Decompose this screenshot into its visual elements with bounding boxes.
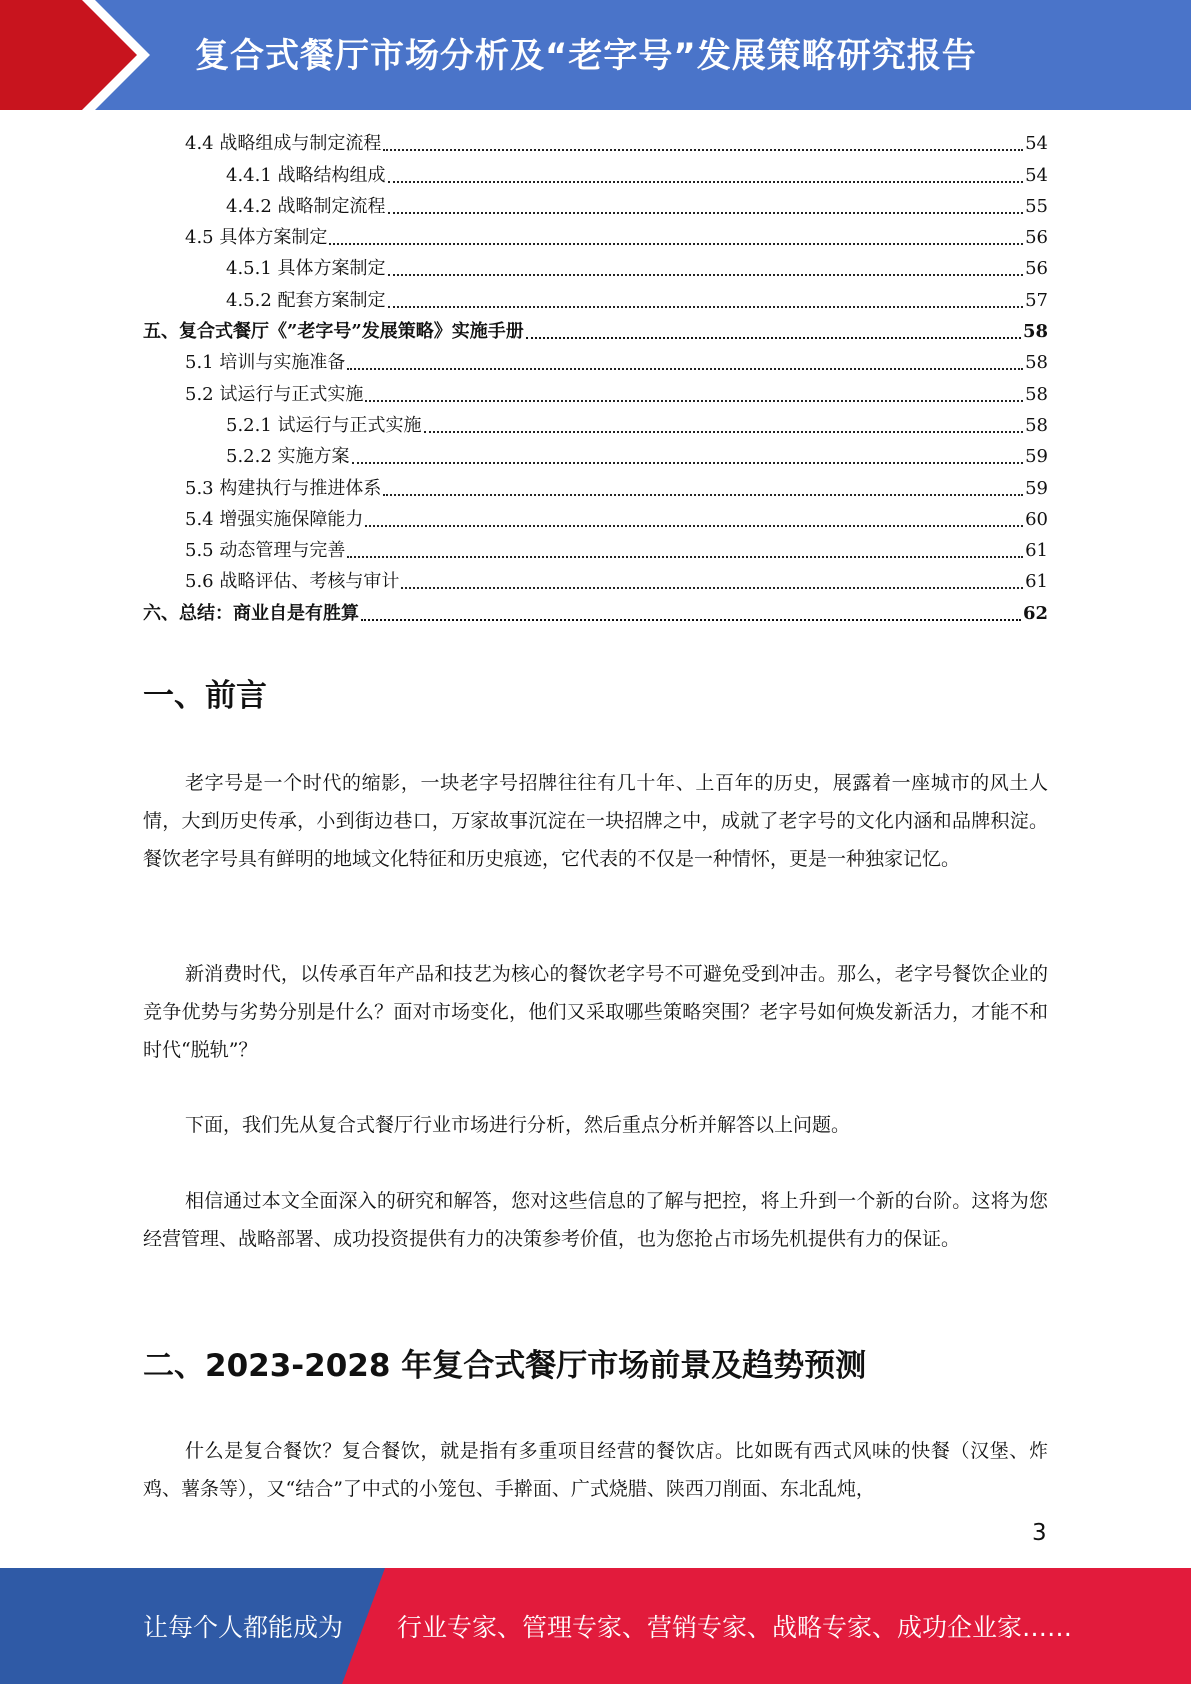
- toc-entry[interactable]: [143, 441, 1048, 472]
- toc-entry-page: 59: [1025, 477, 1048, 499]
- toc-entry-page: 60: [1025, 508, 1048, 530]
- body-paragraph: 新消费时代，以传承百年产品和技艺为核心的餐饮老字号不可避免受到冲击。那么，老字号餐饮企业的竞争优势与劣势分别是什么？面对市场变化，他们又采取哪些策略突围？老字号如何焕发新活力，才能不和时代“脱轨”？: [143, 963, 1048, 1061]
- toc-leader-dots: [361, 619, 1021, 621]
- toc-entry[interactable]: [143, 378, 1048, 409]
- toc-entry-label: 4.5.1 具体方案制定: [226, 258, 386, 280]
- toc-entry-label: 5.2.1 试运行与正式实施: [226, 414, 422, 436]
- toc-entry-label: 5.2.2 实施方案: [226, 446, 350, 468]
- toc-leader-dots: [329, 243, 1023, 245]
- toc-leader-dots: [365, 525, 1023, 527]
- toc-entry-label: 4.5 具体方案制定: [185, 227, 328, 249]
- toc-leader-dots: [347, 368, 1023, 370]
- toc-leader-dots: [388, 274, 1024, 276]
- report-title: 复合式餐厅市场分析及“老字号”发展策略研究报告: [195, 36, 977, 76]
- toc-entry-label: 4.5.2 配套方案制定: [226, 289, 386, 311]
- toc-entry-label: 5.3 构建执行与推进体系: [185, 477, 382, 499]
- toc-leader-dots: [388, 212, 1024, 214]
- toc-entry[interactable]: [143, 253, 1048, 284]
- toc-entry[interactable]: [143, 284, 1048, 315]
- toc-entry-page: 58: [1025, 414, 1048, 436]
- toc-leader-dots: [526, 337, 1021, 339]
- toc-entry-label: 4.4.1 战略结构组成: [226, 164, 386, 186]
- toc-leader-dots: [383, 149, 1023, 151]
- toc-entry-label: 5.4 增强实施保障能力: [185, 508, 364, 530]
- footer-slogan-right: 行业专家、管理专家、营销专家、战略专家、成功企业家……: [397, 1613, 1073, 1642]
- toc-leader-dots: [365, 400, 1023, 402]
- toc-entry-page: 54: [1025, 164, 1048, 186]
- body-paragraph: 什么是复合餐饮？复合餐饮，就是指有多重项目经营的餐饮店。比如既有西式风味的快餐（汉堡、炸鸡、薯条等），又“结合”了中式的小笼包、手擀面、广式烧腊、陕西刀削面、东北乱炖，: [143, 1440, 1048, 1500]
- toc-entry-label: 4.4.2 战略制定流程: [226, 195, 386, 217]
- toc-entry-page: 62: [1022, 602, 1048, 624]
- toc-entry[interactable]: [143, 191, 1048, 222]
- section-heading-preface: 一、前言: [143, 678, 267, 714]
- toc-leader-dots: [388, 306, 1024, 308]
- toc-entry[interactable]: [143, 159, 1048, 190]
- toc-leader-dots: [424, 431, 1024, 433]
- toc-entry-page: 61: [1025, 540, 1048, 562]
- toc-entry-label: 5.6 战略评估、考核与审计: [185, 571, 400, 593]
- toc-entry[interactable]: [143, 410, 1048, 441]
- toc-entry[interactable]: [143, 535, 1048, 566]
- toc-entry-label: 4.4 战略组成与制定流程: [185, 133, 382, 155]
- toc-leader-dots: [401, 587, 1023, 589]
- page-header: [0, 0, 1191, 110]
- toc-entry[interactable]: [143, 128, 1048, 159]
- table-of-contents: [143, 128, 1048, 629]
- toc-leader-dots: [388, 181, 1024, 183]
- body-paragraph: 老字号是一个时代的缩影，一块老字号招牌往往有几十年、上百年的历史，展露着一座城市的风土人情，大到历史传承，小到街边巷口，万家故事沉淀在一块招牌之中，成就了老字号的文化内涵和品牌积淀。餐饮老字号具有鲜明的地域文化特征和历史痕迹，它代表的不仅是一种情怀，更是一种独家记忆。: [143, 772, 1048, 870]
- toc-entry-page: 56: [1025, 258, 1048, 280]
- body-paragraph: 相信通过本文全面深入的研究和解答，您对这些信息的了解与把控，将上升到一个新的台阶。这将为您经营管理、战略部署、成功投资提供有力的决策参考价值，也为您抢占市场先机提供有力的保证。: [143, 1190, 1048, 1250]
- toc-entry[interactable]: [143, 566, 1048, 597]
- body-paragraph: 下面，我们先从复合式餐厅行业市场进行分析，然后重点分析并解答以上问题。: [185, 1114, 851, 1136]
- toc-entry-page: 55: [1025, 195, 1048, 217]
- toc-entry[interactable]: [143, 316, 1048, 347]
- toc-entry-label: 5.1 培训与实施准备: [185, 352, 346, 374]
- toc-entry-page: 58: [1025, 383, 1048, 405]
- toc-entry-page: 61: [1025, 571, 1048, 593]
- toc-entry-label: 5.2 试运行与正式实施: [185, 383, 364, 405]
- toc-entry-page: 56: [1025, 227, 1048, 249]
- toc-leader-dots: [347, 556, 1023, 558]
- page-footer: [0, 1568, 1191, 1684]
- footer-slogan-left: 让每个人都能成为: [143, 1613, 344, 1642]
- toc-leader-dots: [352, 462, 1024, 464]
- section-heading-market-forecast: 二、2023-2028 年复合式餐厅市场前景及趋势预测: [143, 1348, 867, 1384]
- toc-entry[interactable]: [143, 504, 1048, 535]
- toc-entry[interactable]: [143, 347, 1048, 378]
- page-number: 3: [1032, 1520, 1047, 1546]
- toc-entry-page: 54: [1025, 133, 1048, 155]
- toc-entry[interactable]: [143, 597, 1048, 628]
- toc-entry-label: 六、总结：商业自是有胜算: [143, 602, 359, 624]
- toc-entry[interactable]: [143, 472, 1048, 503]
- toc-entry-label: 5.5 动态管理与完善: [185, 540, 346, 562]
- toc-entry[interactable]: [143, 222, 1048, 253]
- toc-entry-page: 58: [1025, 352, 1048, 374]
- toc-entry-label: 五、复合式餐厅《”老字号”发展策略》实施手册: [143, 321, 524, 343]
- toc-entry-page: 59: [1025, 446, 1048, 468]
- toc-entry-page: 57: [1025, 289, 1048, 311]
- toc-entry-page: 58: [1022, 321, 1048, 343]
- toc-leader-dots: [383, 494, 1023, 496]
